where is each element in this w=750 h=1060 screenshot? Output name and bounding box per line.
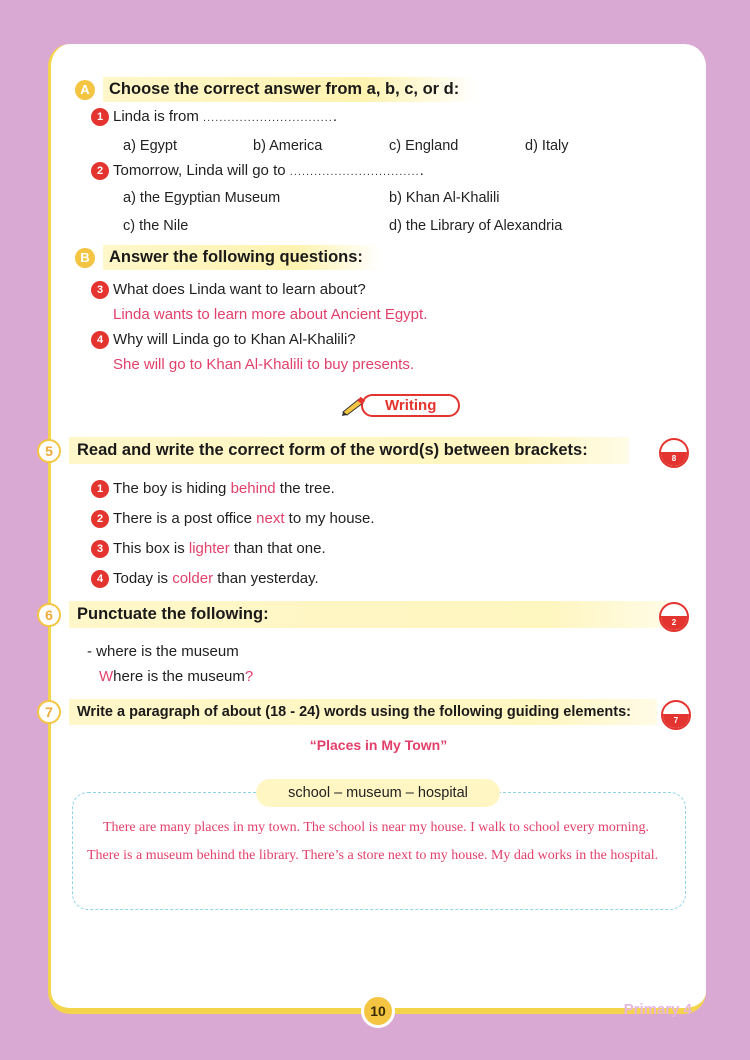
pencil-icon xyxy=(341,396,367,416)
exercise-5-item-4 xyxy=(91,570,319,588)
question-1-blank: ................................ xyxy=(203,112,333,124)
question-4-number: 4 xyxy=(91,331,109,349)
question-1-number: 1 xyxy=(91,108,109,126)
q2-option-d: d) the Library of Alexandria xyxy=(389,218,563,234)
q2-option-c: c) the Nile xyxy=(123,218,189,234)
item-2-answer: next xyxy=(256,510,285,527)
question-3-text: What does Linda want to learn about? xyxy=(113,281,366,298)
q1-option-a: a) Egypt xyxy=(123,138,177,154)
question-1-end: . xyxy=(332,108,338,125)
item-3-number: 3 xyxy=(91,540,109,558)
item-1-text-end: the tree. xyxy=(275,480,335,497)
item-4-number: 4 xyxy=(91,570,109,588)
question-2-number: 2 xyxy=(91,162,109,180)
item-1-number: 1 xyxy=(91,480,109,498)
item-2-text: There is a post office xyxy=(113,510,257,527)
answer-4: She will go to Khan Al-Khalili to buy presents. xyxy=(113,356,415,373)
section-a-title: Choose the correct answer from a, b, c, or d: xyxy=(103,77,477,102)
item-4-answer: colder xyxy=(172,570,214,587)
section-6-number: 6 xyxy=(37,603,61,627)
q1-option-c: c) England xyxy=(389,138,459,154)
answer-3: Linda wants to learn more about Ancient Egypt. xyxy=(113,306,428,323)
paragraph-topic: “Places in My Town” xyxy=(309,737,448,753)
section-b-badge: B xyxy=(75,248,95,268)
question-4 xyxy=(91,331,356,349)
section-6-header xyxy=(37,601,669,628)
item-1-answer: behind xyxy=(230,480,276,497)
question-1 xyxy=(91,108,337,126)
section-5-header xyxy=(37,437,629,464)
paragraph-answer: There are many places in my town. The school is near my house. I walk to school every morning. There is a museum behind the library. There’s a store next to my house. My dad works in the hospital. xyxy=(87,820,659,863)
question-2-end: . xyxy=(419,162,424,179)
grade-label: Primary 4 xyxy=(623,1001,692,1018)
section-6-score xyxy=(659,602,689,632)
section-a-header xyxy=(75,77,477,102)
worksheet-page xyxy=(45,44,706,1019)
answer-question-mark: ? xyxy=(244,668,254,685)
item-1-text: The boy is hiding xyxy=(113,480,231,497)
exercise-5-item-3 xyxy=(91,540,326,558)
question-2 xyxy=(91,162,424,180)
item-3-answer: lighter xyxy=(188,540,230,557)
item-3-text-end: than that one. xyxy=(229,540,326,557)
writing-label xyxy=(341,394,460,417)
page-number: 10 xyxy=(361,994,395,1028)
section-5-title: Read and write the correct form of the word(s) between brackets: xyxy=(69,437,629,464)
section-7-score xyxy=(661,700,691,730)
punctuate-prompt: - where is the museum xyxy=(87,643,239,660)
question-4-text: Why will Linda go to Khan Al-Khalili? xyxy=(113,331,356,348)
section-5-score-value: 8 xyxy=(661,452,687,466)
exercise-5-item-2 xyxy=(91,510,375,528)
guiding-words: school – museum – hospital xyxy=(256,779,500,807)
question-3-number: 3 xyxy=(91,281,109,299)
section-5-number: 5 xyxy=(37,439,61,463)
exercise-5-item-1 xyxy=(91,480,335,498)
section-6-title: Punctuate the following: xyxy=(69,601,669,628)
section-5-score xyxy=(659,438,689,468)
writing-title: Writing xyxy=(361,394,460,417)
section-b-header xyxy=(75,245,381,270)
item-4-text-end: than yesterday. xyxy=(213,570,319,587)
q2-option-b: b) Khan Al-Khalili xyxy=(389,190,500,206)
answer-body: here is the museum xyxy=(113,668,245,685)
item-3-text: This box is xyxy=(113,540,189,557)
q2-option-a: a) the Egyptian Museum xyxy=(123,190,281,206)
punctuate-answer xyxy=(99,668,253,685)
section-a-badge: A xyxy=(75,80,95,100)
section-7-score-value: 7 xyxy=(663,714,689,728)
question-3 xyxy=(91,281,366,299)
question-2-blank: ................................ xyxy=(289,166,420,178)
answer-capital: W xyxy=(99,668,114,685)
question-1-text: Linda is from xyxy=(113,108,199,125)
section-7-header xyxy=(37,699,657,725)
section-7-title: Write a paragraph of about (18 - 24) words using the following guiding elements: xyxy=(69,699,657,725)
item-4-text: Today is xyxy=(113,570,173,587)
section-6-score-value: 2 xyxy=(661,616,687,630)
section-7-number: 7 xyxy=(37,700,61,724)
section-b-title: Answer the following questions: xyxy=(103,245,381,270)
q1-option-d: d) Italy xyxy=(525,138,569,154)
question-2-text: Tomorrow, Linda will go to xyxy=(113,162,286,179)
item-2-number: 2 xyxy=(91,510,109,528)
q1-option-b: b) America xyxy=(253,138,323,154)
item-2-text-end: to my house. xyxy=(284,510,375,527)
